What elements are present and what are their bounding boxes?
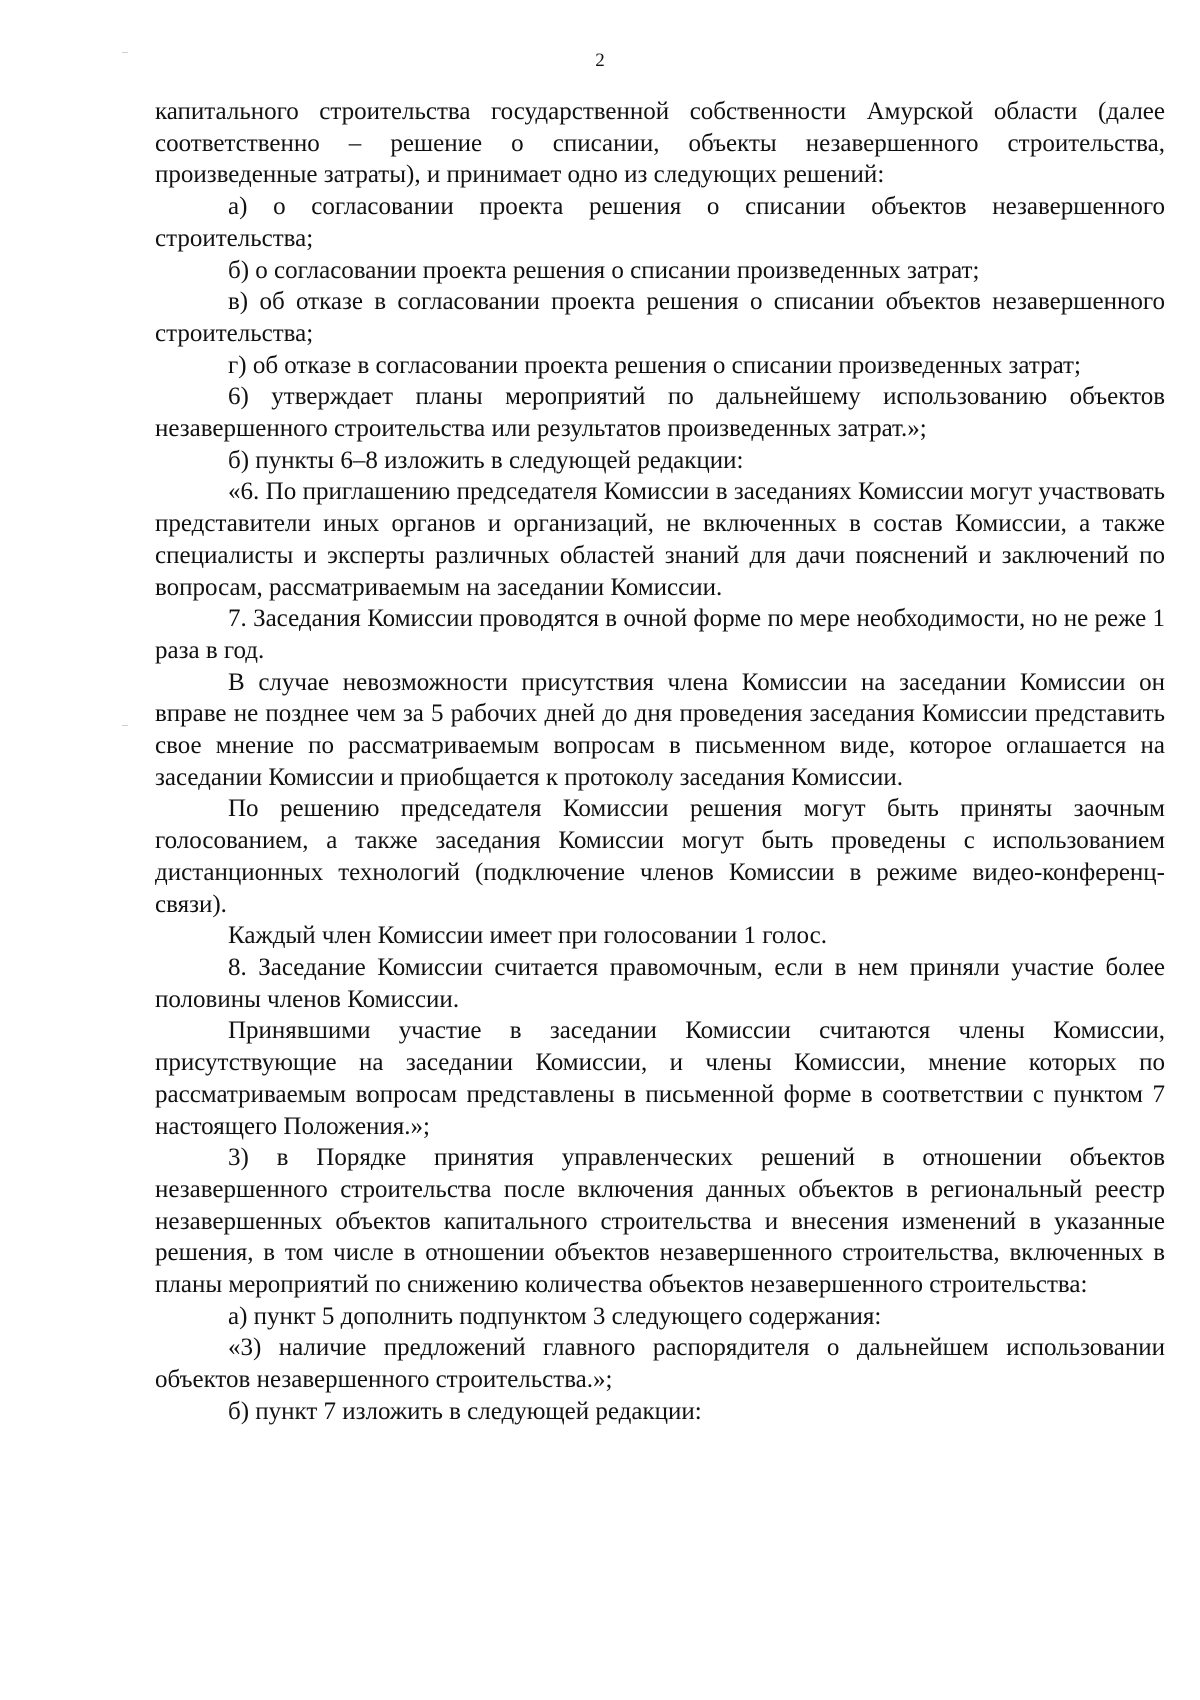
scan-mark (122, 725, 128, 726)
paragraph: б) пункты 6–8 изложить в следующей редакции: (228, 446, 744, 474)
paragraph: 7. Заседания Комиссии проводятся в очной форме по мере необходимости, но не реже 1 раза в год. (155, 605, 1165, 664)
paragraph: Принявшими участие в заседании Комиссии считаются члены Комиссии, присутствующие на заседании Комиссии, и члены Комиссии, мнение которых по рассматриваемым вопросам представлены в письменной форме в соответствии с пунктом 7 настоящего Положения.»; (155, 1017, 1165, 1140)
paragraph: 3) в Порядке принятия управленческих решений в отношении объектов незавершенного строительства после включения данных объектов в региональный реестр незавершенных объектов капитального строительства и внесения изменений в указанные решения, в том числе в отношении объектов незавершенного строительства, включенных в планы мероприятий по снижению количества объектов незавершенного строительства: (155, 1144, 1165, 1299)
document-body (155, 96, 1165, 1428)
paragraph: в) об отказе в согласовании проекта решения о списании объектов незавершенного строительства; (155, 288, 1165, 347)
paragraph: «3) наличие предложений главного распорядителя о дальнейшем использовании объектов незавершенного строительства.»; (155, 1334, 1165, 1394)
paragraph: По решению председателя Комиссии решения могут быть приняты заочным голосованием, а также заседания Комиссии могут быть проведены с использованием дистанционных технологий (подключение членов Комиссии в режиме видео-конференц-связи). (155, 795, 1165, 918)
paragraph: «6. По приглашению председателя Комиссии в заседаниях Комиссии могут участвовать представители иных органов и организаций, не включенных в состав Комиссии, а также специалисты и эксперты различных областей знаний для дачи пояснений и заключений по вопросам, рассматриваемым на заседании Комиссии. (155, 478, 1165, 601)
scan-mark (122, 52, 128, 53)
paragraph: а) пункт 5 дополнить подпунктом 3 следующего содержания: (228, 1302, 882, 1330)
paragraph: б) о согласовании проекта решения о списании произведенных затрат; (228, 256, 980, 284)
paragraph: капитального строительства государственной собственности Амурской области (далее соответственно – решение о списании, объекты незавершенного строительства, произведенные затраты), и принимает одно из следующих решений: (155, 98, 1165, 189)
paragraph: 6) утверждает планы мероприятий по дальнейшему использованию объектов незавершенного строительства или результатов произведенных затрат.»; (155, 383, 1165, 443)
paragraph: г) об отказе в согласовании проекта решения о списании произведенных затрат; (228, 351, 1081, 379)
paragraph: а) о согласовании проекта решения о списании объектов незавершенного строительства; (155, 193, 1165, 252)
paragraph: 8. Заседание Комиссии считается правомочным, если в нем приняли участие более половины членов Комиссии. (155, 953, 1165, 1013)
paragraph: б) пункт 7 изложить в следующей редакции: (228, 1397, 702, 1425)
page-number: 2 (595, 50, 605, 71)
paragraph: Каждый член Комиссии имеет при голосовании 1 голос. (228, 922, 828, 950)
paragraph: В случае невозможности присутствия члена Комиссии на заседании Комиссии он вправе не позднее чем за 5 рабочих дней до дня проведения заседания Комиссии представить свое мнение по рассматриваемым вопросам в письменном виде, которое оглашается на заседании Комиссии и приобщается к протоколу заседания Комиссии. (155, 668, 1165, 791)
